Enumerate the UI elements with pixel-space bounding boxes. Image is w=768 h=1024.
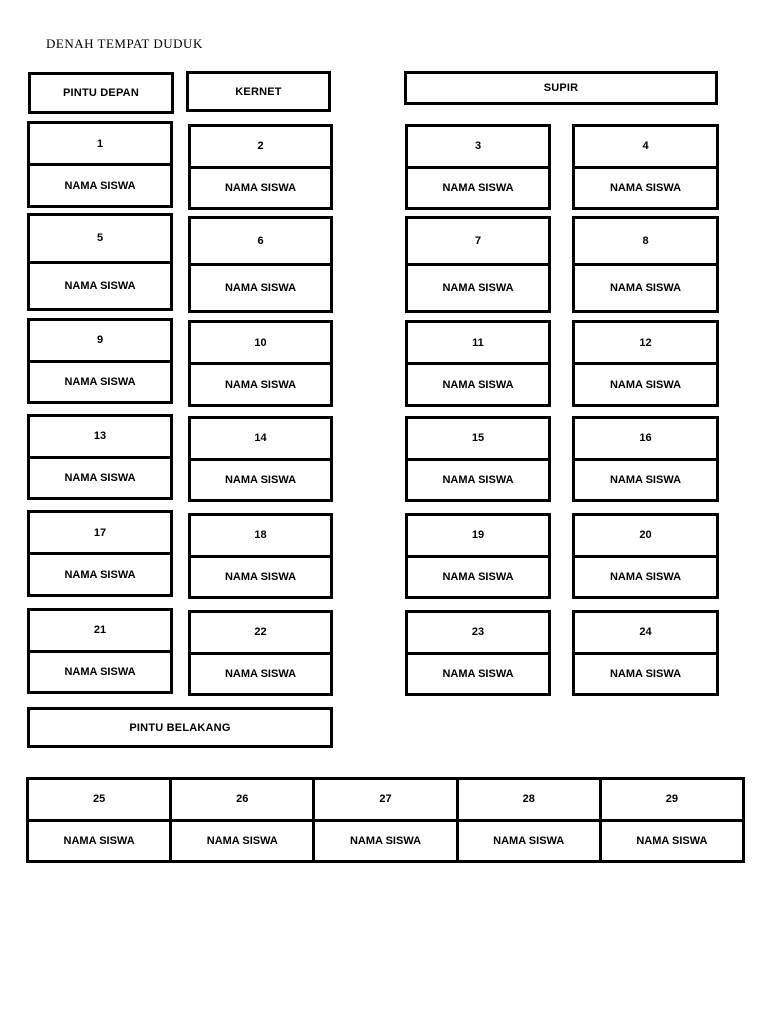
seat-student-name: NAMA SISWA (609, 667, 682, 680)
seat-student-name: NAMA SISWA (442, 667, 514, 680)
seat-number: 17 (30, 513, 170, 555)
seat-student-name: NAMA SISWA (442, 570, 514, 583)
seat (405, 513, 551, 599)
seat (572, 416, 719, 502)
seat-student-name: NAMA SISWA (224, 667, 297, 680)
seat (27, 213, 173, 311)
seat (27, 510, 173, 597)
seat (27, 608, 173, 694)
seat-student-name: NAMA SISWA (64, 471, 136, 484)
seat-number: 4 (575, 127, 716, 169)
seat (405, 416, 551, 502)
seat-student-name: NAMA SISWA (609, 473, 682, 486)
seat-number: 3 (408, 127, 548, 169)
seat (572, 124, 719, 210)
seat (599, 780, 742, 860)
seat-number: 23 (408, 613, 548, 655)
seat-student-name: NAMA SISWA (636, 834, 708, 847)
seat-number: 13 (30, 417, 170, 459)
front-door-label: PINTU DEPAN (28, 72, 174, 114)
seat (405, 320, 551, 407)
seat-student-name: NAMA SISWA (224, 378, 297, 391)
seat (572, 320, 719, 407)
seat-number: 8 (575, 219, 716, 266)
seat (29, 780, 169, 860)
seat (405, 124, 551, 210)
seat-number: 5 (30, 216, 170, 264)
seat-number: 25 (29, 780, 169, 822)
seat-number: 7 (408, 219, 548, 266)
seat (572, 610, 719, 696)
seat (188, 513, 333, 599)
seat-number: 16 (575, 419, 716, 461)
seat (27, 318, 173, 404)
seat (188, 216, 333, 313)
seat-student-name: NAMA SISWA (442, 473, 514, 486)
seat-student-name: NAMA SISWA (609, 181, 682, 194)
seat-number: 24 (575, 613, 716, 655)
seat (169, 780, 312, 860)
seat (456, 780, 599, 860)
seat-number: 2 (191, 127, 330, 169)
seat-student-name: NAMA SISWA (349, 834, 422, 847)
seat-number: 1 (30, 124, 170, 166)
back-door-label: PINTU BELAKANG (27, 707, 333, 748)
seat-number: 29 (602, 780, 742, 822)
seat-student-name: NAMA SISWA (64, 179, 136, 192)
seat-student-name: NAMA SISWA (442, 181, 514, 194)
seat-student-name: NAMA SISWA (609, 570, 682, 583)
seat-number: 9 (30, 321, 170, 363)
seat-student-name: NAMA SISWA (442, 378, 514, 391)
seat-number: 11 (408, 323, 548, 365)
seat-student-name: NAMA SISWA (224, 473, 297, 486)
seat (188, 416, 333, 502)
seat-student-name: NAMA SISWA (64, 279, 136, 292)
seat-student-name: NAMA SISWA (224, 570, 297, 583)
seat-student-name: NAMA SISWA (64, 375, 136, 388)
back-row (26, 777, 745, 863)
seat-number: 28 (459, 780, 599, 822)
page-title: DENAH TEMPAT DUDUK (46, 36, 203, 51)
seat-number: 10 (191, 323, 330, 365)
seat-student-name: NAMA SISWA (493, 834, 565, 847)
seat-number: 15 (408, 419, 548, 461)
seat (27, 121, 173, 208)
seat (572, 513, 719, 599)
seat (312, 780, 455, 860)
seat-number: 14 (191, 419, 330, 461)
seat-number: 18 (191, 516, 330, 558)
driver-label: SUPIR (404, 71, 718, 105)
seat (405, 610, 551, 696)
seat-number: 20 (575, 516, 716, 558)
seat-student-name: NAMA SISWA (609, 282, 682, 294)
seat (188, 320, 333, 407)
seat-student-name: NAMA SISWA (64, 568, 136, 581)
conductor-label: KERNET (186, 71, 331, 112)
seat-student-name: NAMA SISWA (64, 665, 136, 678)
seat (572, 216, 719, 313)
seat-number: 27 (315, 780, 455, 822)
seat-number: 21 (30, 611, 170, 653)
seat-number: 6 (191, 219, 330, 266)
seat-student-name: NAMA SISWA (206, 834, 278, 847)
seat-student-name: NAMA SISWA (442, 282, 514, 294)
seat-number: 19 (408, 516, 548, 558)
seat-student-name: NAMA SISWA (224, 282, 297, 294)
seat (27, 414, 173, 500)
seat-number: 12 (575, 323, 716, 365)
seat-student-name: NAMA SISWA (609, 378, 682, 391)
seat (188, 124, 333, 210)
seat (405, 216, 551, 313)
seat-number: 26 (172, 780, 312, 822)
seat-student-name: NAMA SISWA (224, 181, 297, 194)
seat-student-name: NAMA SISWA (63, 834, 135, 847)
seat-number: 22 (191, 613, 330, 655)
seat (188, 610, 333, 696)
